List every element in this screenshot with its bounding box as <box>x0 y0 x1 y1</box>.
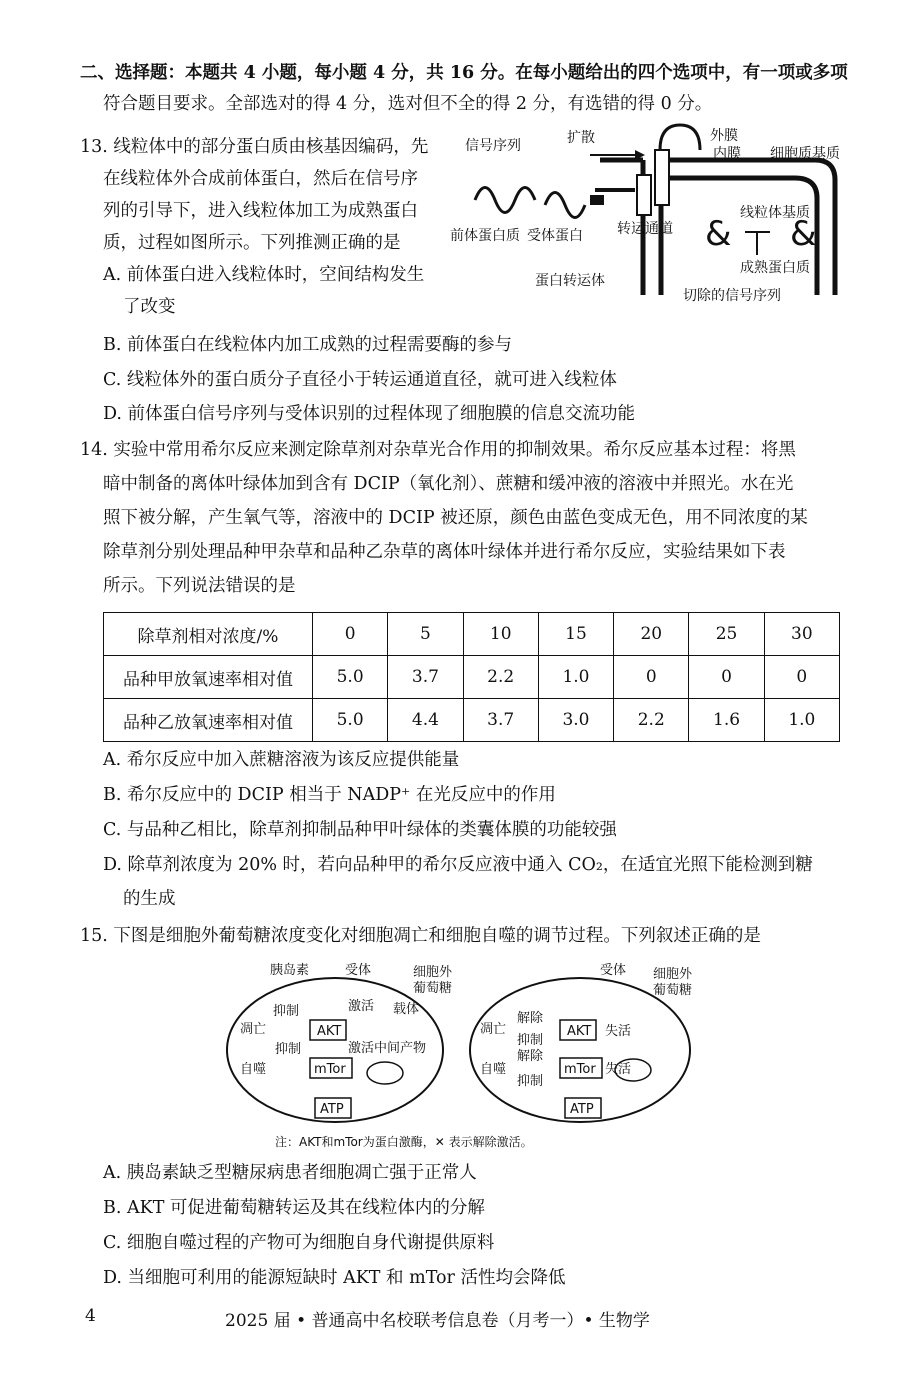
label-mtor-right: mTor <box>564 1062 596 1077</box>
table-cell: 0 <box>689 656 764 699</box>
channel-shape-2 <box>655 150 669 205</box>
table-cell: 3.0 <box>538 699 613 742</box>
table-cell: 1.0 <box>764 699 839 742</box>
label-inhibit-left-1: 抑制 <box>273 1004 300 1019</box>
q13-mitochondria-figure <box>445 120 865 310</box>
label-inner-membrane: 内膜 <box>713 146 741 162</box>
q13-stem-line1: 13. 线粒体中的部分蛋白质由核基因编码，先 <box>80 137 429 157</box>
mature-protein-shape-2: & <box>790 214 817 254</box>
q14-option-d-line2: 的生成 <box>123 889 176 909</box>
q14-data-table <box>103 612 840 742</box>
q14-stem-line4: 除草剂分别处理品种甲杂草和品种乙杂草的离体叶绿体并进行希尔反应，实验结果如下表 <box>103 542 786 562</box>
label-atp-right: ATP <box>570 1102 594 1117</box>
q14-option-b: B. 希尔反应中的 DCIP 相当于 NADP⁺ 在光反应中的作用 <box>103 785 556 805</box>
table-cell: 4.4 <box>388 699 463 742</box>
table-cell: 0 <box>614 656 689 699</box>
q13-stem-line4: 质，过程如图所示。下列推测正确的是 <box>103 233 401 253</box>
label-inactivate-right-1: 失活 <box>605 1024 632 1039</box>
label-release-right-1: 解除 <box>517 1011 544 1026</box>
table-row <box>104 656 840 699</box>
q13-option-a-line1: A. 前体蛋白进入线粒体时，空间结构发生 <box>103 265 425 285</box>
q14-option-d-line1: D. 除草剂浓度为 20% 时，若向品种甲的希尔反应液中通入 CO₂，在适宜光照下能检测到糖 <box>103 855 813 875</box>
label-akt-left: AKT <box>317 1024 342 1039</box>
table-row-label: 品种乙放氧速率相对值 <box>104 699 313 742</box>
label-receptor: 受体蛋白 <box>527 228 583 244</box>
cut-arrow <box>745 232 770 255</box>
label-glucose-left-1: 细胞外 <box>413 965 453 980</box>
q15-option-a: A. 胰岛素缺乏型糖尿病患者细胞凋亡强于正常人 <box>103 1163 477 1183</box>
table-row-label: 品种甲放氧速率相对值 <box>104 656 313 699</box>
label-outer-membrane: 外膜 <box>710 128 738 144</box>
label-insulin: 胰岛素 <box>270 963 310 978</box>
table-cell: 3.7 <box>388 656 463 699</box>
table-row <box>104 699 840 742</box>
loop-shape <box>660 125 700 150</box>
table-cell: 10 <box>463 613 538 656</box>
label-receptor-right: 受体 <box>600 963 627 978</box>
q13-option-a-line2: 了改变 <box>123 297 176 317</box>
label-cut-signal: 切除的信号序列 <box>683 288 781 304</box>
label-inactivate-right-2: 失活 <box>605 1062 632 1077</box>
table-cell: 5.0 <box>313 656 388 699</box>
q15-option-c: C. 细胞自噬过程的产物可为细胞自身代谢提供原料 <box>103 1233 495 1253</box>
label-signal-seq: 信号序列 <box>465 138 521 154</box>
label-intermediate: 激活中间产物 <box>348 1041 427 1056</box>
label-glucose-right-1: 细胞外 <box>653 967 693 982</box>
table-cell: 20 <box>614 613 689 656</box>
label-inhibit-right-1: 抑制 <box>517 1033 544 1048</box>
mature-protein-shape-1: & <box>705 214 732 254</box>
label-inhibit-left-2: 抑制 <box>275 1042 302 1057</box>
q15-cell-figure <box>225 958 725 1158</box>
q13-option-d: D. 前体蛋白信号序列与受体识别的过程体现了细胞膜的信息交流功能 <box>103 404 636 424</box>
label-mito-matrix: 线粒体基质 <box>740 205 810 221</box>
label-cytoplasm-matrix: 细胞质基质 <box>770 146 840 162</box>
label-autophagy-right: 自噬 <box>480 1062 507 1077</box>
label-apoptosis-left: 凋亡 <box>240 1022 267 1037</box>
label-mtor-left: mTor <box>314 1062 346 1077</box>
q13-option-c: C. 线粒体外的蛋白质分子直径小于转运通道直径，就可进入线粒体 <box>103 370 617 390</box>
label-glucose-left-2: 葡萄糖 <box>413 981 453 996</box>
q14-stem-line5: 所示。下列说法错误的是 <box>103 576 296 596</box>
precursor-protein-shape-2 <box>545 193 585 218</box>
table-cell: 2.2 <box>463 656 538 699</box>
label-akt-right: AKT <box>567 1024 592 1039</box>
table-cell: 2.2 <box>614 699 689 742</box>
q14-option-c: C. 与品种乙相比，除草剂抑制品种甲叶绿体的类囊体膜的功能较强 <box>103 820 617 840</box>
figure-note: 注：AKT和mTor为蛋白激酶，✕ 表示解除激活。 <box>275 1135 533 1149</box>
table-cell: 3.7 <box>463 699 538 742</box>
table-cell: 15 <box>538 613 613 656</box>
label-autophagy-left: 自噬 <box>240 1062 267 1077</box>
label-apoptosis-right: 凋亡 <box>480 1022 507 1037</box>
channel-shape <box>637 175 651 215</box>
table-header-label: 除草剂相对浓度/% <box>104 613 313 656</box>
receptor-shape <box>590 195 604 205</box>
q15-option-b: B. AKT 可促进葡萄糖转运及其在线粒体内的分解 <box>103 1198 485 1218</box>
table-cell: 1.0 <box>538 656 613 699</box>
label-release-right-2: 解除 <box>517 1049 544 1064</box>
label-inhibit-right-2: 抑制 <box>517 1074 544 1089</box>
table-cell: 0 <box>313 613 388 656</box>
q14-stem-line3: 照下被分解，产生氧气等，溶液中的 DCIP 被还原，颜色由蓝色变成无色，用不同浓度的某 <box>103 508 808 528</box>
label-receptor-left: 受体 <box>345 963 372 978</box>
q14-stem-line1: 14. 实验中常用希尔反应来测定除草剂对杂草光合作用的抑制效果。希尔反应基本过程：将黑 <box>80 440 796 460</box>
section-title-line1: 二、选择题：本题共 4 小题，每小题 4 分，共 16 分。在每小题给出的四个选项中，有一项或多项 <box>80 63 848 83</box>
q14-stem-line2: 暗中制备的离体叶绿体加到含有 DCIP（氧化剂）、蔗糖和缓冲液的溶液中并照光。水在光 <box>103 474 794 494</box>
footer-title: 2025 届 • 普通高中名校联考信息卷（月考一）• 生物学 <box>225 1311 650 1331</box>
section-title-line2: 符合题目要求。全部选对的得 4 分，选对但不全的得 2 分，有选错的得 0 分。 <box>103 94 713 114</box>
label-glucose-right-2: 葡萄糖 <box>653 983 693 998</box>
q13-stem-line3: 列的引导下，进入线粒体加工为成熟蛋白 <box>103 201 418 221</box>
table-row <box>104 613 840 656</box>
label-atp-left: ATP <box>320 1102 344 1117</box>
label-translocator: 蛋白转运体 <box>535 273 605 289</box>
q15-option-d: D. 当细胞可利用的能源短缺时 AKT 和 mTor 活性均会降低 <box>103 1268 566 1288</box>
q14-option-a: A. 希尔反应中加入蔗糖溶液为该反应提供能量 <box>103 750 460 770</box>
table-cell: 5 <box>388 613 463 656</box>
q13-stem-line2: 在线粒体外合成前体蛋白，然后在信号序 <box>103 169 418 189</box>
label-diffuse: 扩散 <box>567 130 595 146</box>
table-cell: 0 <box>764 656 839 699</box>
label-precursor: 前体蛋白质 <box>450 228 520 244</box>
label-mature: 成熟蛋白质 <box>740 260 810 276</box>
page-number: 4 <box>85 1306 96 1326</box>
table-cell: 1.6 <box>689 699 764 742</box>
q13-option-b: B. 前体蛋白在线粒体内加工成熟的过程需要酶的参与 <box>103 335 512 355</box>
label-channel: 转运通道 <box>617 221 673 237</box>
table-cell: 25 <box>689 613 764 656</box>
q15-stem: 15. 下图是细胞外葡萄糖浓度变化对细胞凋亡和细胞自噬的调节过程。下列叙述正确的是 <box>80 926 761 946</box>
precursor-protein-shape <box>475 188 535 213</box>
table-cell: 5.0 <box>313 699 388 742</box>
table-cell: 30 <box>764 613 839 656</box>
label-activate: 激活 <box>348 999 375 1014</box>
left-mito-shape <box>367 1062 403 1084</box>
label-carrier: 载体 <box>393 1002 420 1017</box>
